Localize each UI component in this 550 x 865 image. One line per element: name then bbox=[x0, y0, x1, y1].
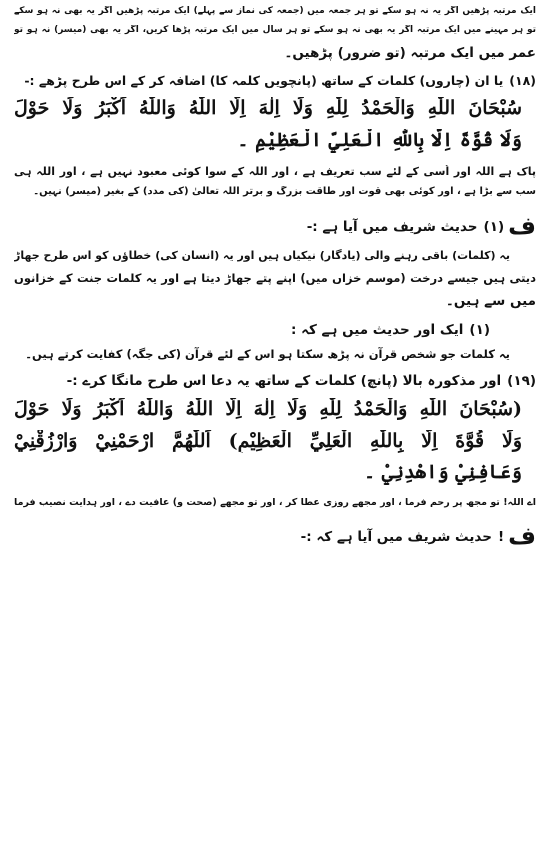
fa-letter: ف bbox=[508, 211, 536, 240]
arabic-line: وَلَا قُوَّةَ اِلَّا بِاللّٰهِ الْعَلِيِّ الْعَظِيْمِ ۔ bbox=[237, 128, 522, 151]
intro-paragraph bbox=[14, 6, 536, 61]
text-line: عمر میں ایک مرتبہ (تو ضرور) پڑھیں۔ bbox=[284, 44, 536, 61]
note-heading bbox=[14, 211, 536, 241]
text-line: ایک مرتبہ پڑھیں اگر یہ نہ ہو سکے تو ہر جمعہ میں (جمعہ کی نماز سے پہلے) ایک مرتبہ پڑھیں اگر یہ بھی نہ ہو سکے bbox=[14, 6, 536, 16]
heading-text: حدیث شریف میں آیا ہے کہ :- bbox=[300, 529, 492, 545]
fa-letter: ف bbox=[508, 522, 536, 550]
fa-note-2 bbox=[14, 521, 536, 551]
heading-text: حدیث شریف میں آیا ہے :- bbox=[306, 218, 478, 235]
hadith-note-2 bbox=[14, 322, 536, 361]
text-line: یہ (کلمات) باقی رہنے والی (یادگار) نیکیاں ہیں اور یہ (انسان کی) خطاؤں کو اس طرح جھاڑ bbox=[14, 248, 510, 262]
translation-line: سب سے بڑا ہے ، اور کوئی بھی قوت اور طاقت بزرگ و برتر اللہ تعالیٰ (کی مدد) کے بغیر (میسر) نہیں۔ bbox=[33, 186, 536, 198]
heading-text: یا ان (چاروں) کلمات کے ساتھ (پانچویں کلمہ کا) اضافہ کر کے اس طرح پڑھے :- bbox=[24, 73, 504, 89]
section-number: (۱۸) bbox=[509, 73, 536, 89]
arabic-line: وَعَافِنِيْ وَاهْدِنِيْ ۔ bbox=[364, 461, 522, 484]
exclamation-mark: ! bbox=[497, 529, 505, 545]
arabic-line: وَلَا قُوَّةَ اِلَّا بِاللّٰهِ الْعَلِيِّ الْعَظِيْمِ) اَللّٰهُمَّ ارْحَمْنِيْ وَارْزُقْنِيْ bbox=[14, 429, 522, 452]
note-heading bbox=[14, 521, 536, 551]
note-heading bbox=[14, 322, 536, 339]
translation-line: اے اللہ! تو مجھ پر رحم فرما ، اور مجھے روزی عطا کر ، اور تو مجھے (صحت و) عافیت دے ، اور ہدایت نصیب فرما bbox=[14, 497, 536, 509]
section-heading bbox=[14, 373, 536, 390]
text-line: تو ہر مہینے میں ایک مرتبہ اگر یہ بھی نہ ہو سکے تو ہر سال میں ایک مرتبہ پڑھا کریں، اگر یہ بھی (میسر) نہ ہو تو bbox=[14, 25, 536, 36]
heading-text: اور مذکورہ بالا (پانچ) کلمات کے ساتھ یہ دعا اس طرح مانگا کرے :- bbox=[66, 373, 502, 389]
section-number: (۱۹) bbox=[507, 373, 536, 389]
note-number: (۱) bbox=[469, 321, 490, 338]
fa-note-1 bbox=[14, 211, 536, 310]
text-line: میں سے ہیں۔ bbox=[445, 292, 536, 309]
heading-text: ایک اور حدیث میں ہے کہ : bbox=[291, 321, 464, 338]
arabic-line: (سُبْحَانَ اللّٰهِ وَالْحَمْدُ لِلّٰهِ وَلَا اِلٰهَ اِلَّا اللّٰهُ وَاللّٰهُ اَكْبَرُ وَلَا حَوْلَ bbox=[14, 397, 522, 420]
section-19 bbox=[14, 373, 536, 509]
section-heading bbox=[14, 73, 536, 89]
section-18 bbox=[14, 73, 536, 198]
text-line: یہ کلمات جو شخص قرآن نہ پڑھ سکتا ہو اس کے لئے قرآن (کی جگہ) کفایت کرتے ہیں۔ bbox=[25, 346, 510, 361]
arabic-line: سُبْحَانَ اللّٰهِ وَالْحَمْدُ لِلّٰهِ وَلَا اِلٰهَ اِلَّا اللّٰهُ وَاللّٰهُ اَكْبَرُ وَلَا حَوْلَ bbox=[14, 97, 522, 119]
translation-line: پاک ہے اللہ اور اُسی کے لئے سب تعریف ہے ، اور اللہ کے سوا کوئی معبود نہیں ہے ، اور اللہ ہی bbox=[14, 164, 536, 178]
text-line: دیتی ہیں جیسے درخت (موسم خزاں میں) اپنے پتے جھاڑ دیتا ہے اور یہ کلمات جنت کے خزانوں bbox=[14, 270, 536, 285]
note-number: (۱) bbox=[483, 218, 505, 235]
